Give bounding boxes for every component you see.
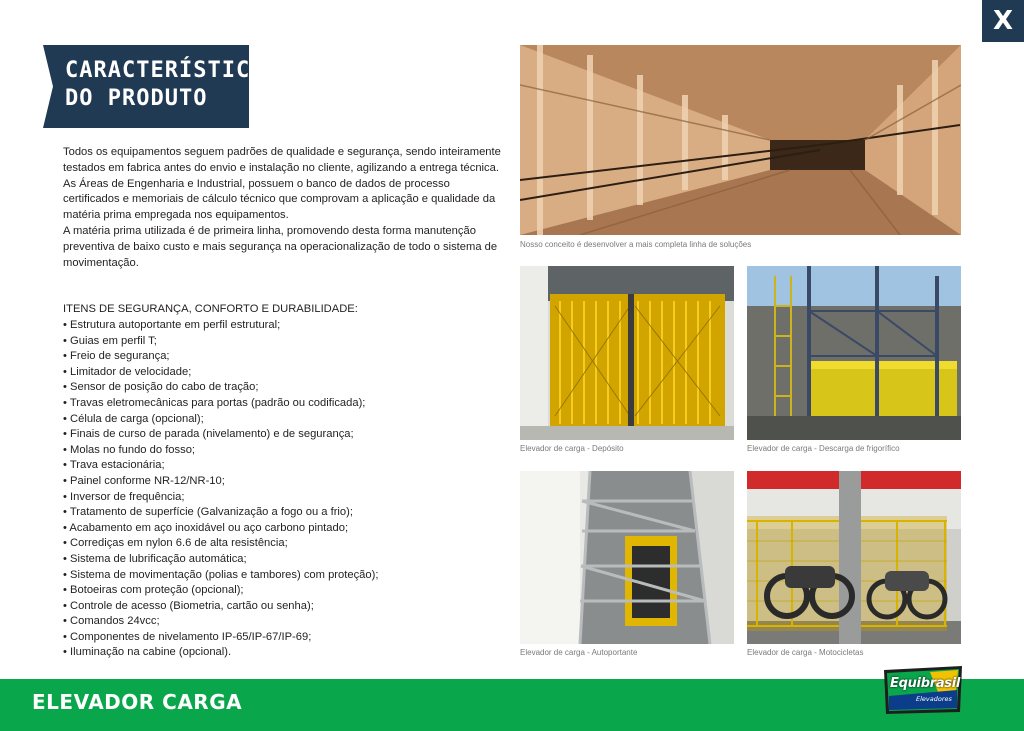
- equibrasil-logo: [880, 662, 966, 716]
- list-item: • Comandos 24vcc;: [63, 614, 508, 630]
- caption-autoportante: Elevador de carga - Autoportante: [520, 648, 638, 657]
- list-item: • Freio de segurança;: [63, 349, 508, 365]
- list-item: • Controle de acesso (Biometria, cartão ou senha);: [63, 599, 508, 615]
- title-banner: [43, 45, 279, 128]
- list-item: • Inversor de frequência;: [63, 490, 508, 506]
- logo-name: Equibrasil: [890, 676, 961, 691]
- footer-title: ELEVADOR CARGA: [32, 690, 243, 714]
- list-item: • Tratamento de superfície (Galvanização a fogo ou a frio);: [63, 505, 508, 521]
- caption-deposito: Elevador de carga - Depósito: [520, 444, 624, 453]
- photo-autoportante: [520, 471, 734, 644]
- list-item: • Corrediças em nylon 6.6 de alta resistência;: [63, 536, 508, 552]
- list-item: • Botoeiras com proteção (opcional);: [63, 583, 508, 599]
- intro-paragraph: As Áreas de Engenharia e Industrial, possuem o banco de dados de processo certificados e memoriais de cálculo técnico que comprovam a aplicação e qualidade da matéria prima empregada nos equipamentos.: [63, 177, 496, 222]
- list-item: • Célula de carga (opcional);: [63, 412, 508, 428]
- title-line-2: DO PRODUTO: [65, 86, 208, 111]
- list-item: • Estrutura autoportante em perfil estrutural;: [63, 318, 508, 334]
- list-item: • Finais de curso de parada (nivelamento) e de segurança;: [63, 427, 508, 443]
- list-item: • Sensor de posição do cabo de tração;: [63, 380, 508, 396]
- list-item: • Painel conforme NR-12/NR-10;: [63, 474, 508, 490]
- logo-subtitle: Elevadores: [916, 695, 952, 703]
- title-line-1: CARACTERÍSTICAS: [65, 58, 279, 83]
- list-item: • Trava estacionária;: [63, 458, 508, 474]
- caption-motocicletas: Elevador de carga - Motocicletas: [747, 648, 864, 657]
- items-list: [63, 318, 508, 661]
- close-button[interactable]: X: [982, 0, 1024, 42]
- list-item: • Sistema de lubrificação automática;: [63, 552, 508, 568]
- photo-motocicletas: [747, 471, 961, 644]
- list-item: • Sistema de movimentação (polias e tambores) com proteção);: [63, 568, 508, 584]
- list-item: • Acabamento em aço inoxidável ou aço carbono pintado;: [63, 521, 508, 537]
- caption-frigorifico: Elevador de carga - Descarga de frigorífico: [747, 444, 900, 453]
- list-item: • Iluminação na cabine (opcional).: [63, 645, 508, 661]
- photo-deposito: [520, 266, 734, 440]
- list-item: • Guias em perfil T;: [63, 334, 508, 350]
- caption-main: Nosso conceito é desenvolver a mais completa linha de soluções: [520, 240, 752, 249]
- intro-paragraph: A matéria prima utilizada é de primeira linha, promovendo desta forma manutenção preventiva de baixo custo e mais segurança na operacionalização de todo o sistema de movimentação.: [63, 224, 498, 269]
- photo-frigorifico: [747, 266, 961, 440]
- intro-text: [63, 145, 508, 271]
- intro-paragraph: Todos os equipamentos seguem padrões de qualidade e segurança, sendo inteiramente testados em fabrica antes do envio e instalação no cliente, agilizando a entrega técnica.: [63, 146, 501, 174]
- page-title: [65, 57, 279, 113]
- list-item: • Travas eletromecânicas para portas (padrão ou codificada);: [63, 396, 508, 412]
- list-item: • Componentes de nivelamento IP-65/IP-67/IP-69;: [63, 630, 508, 646]
- photo-elevator-shaft: [520, 45, 961, 235]
- list-item: • Limitador de velocidade;: [63, 365, 508, 381]
- list-item: • Molas no fundo do fosso;: [63, 443, 508, 459]
- items-heading: ITENS DE SEGURANÇA, CONFORTO E DURABILIDADE:: [63, 303, 358, 315]
